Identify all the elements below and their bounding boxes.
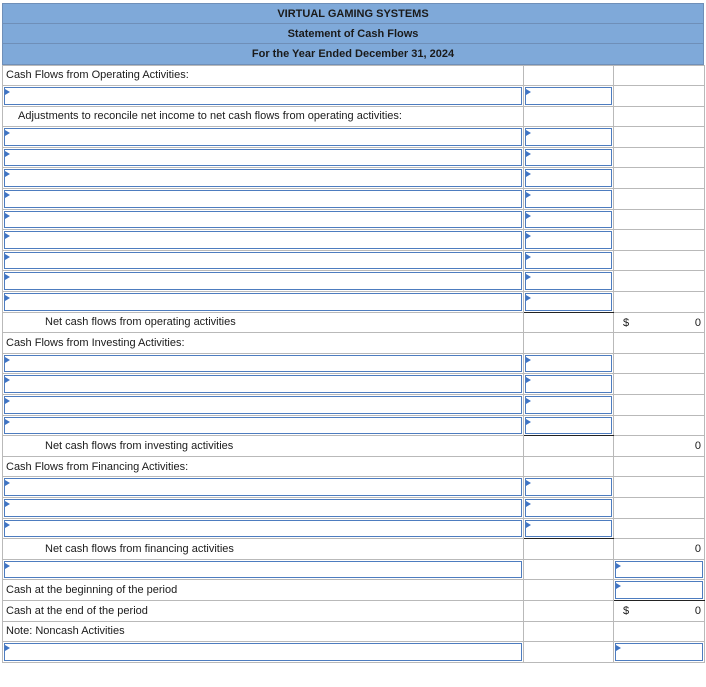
table-row xyxy=(3,580,705,601)
adjustment-amount-input[interactable] xyxy=(525,128,612,146)
financing-label-input[interactable] xyxy=(4,499,522,517)
statement-title: Statement of Cash Flows xyxy=(2,24,704,45)
adjustment-amount-input[interactable] xyxy=(525,272,612,290)
adjustment-amount-input[interactable] xyxy=(525,211,612,229)
table-row xyxy=(3,65,705,86)
statement-table xyxy=(2,65,705,663)
adjustment-amount-input[interactable] xyxy=(525,293,612,311)
net-change-label-input[interactable] xyxy=(4,561,522,579)
table-row xyxy=(3,106,705,127)
table-row xyxy=(3,415,705,436)
cash-beginning-input[interactable] xyxy=(615,581,703,599)
adjustment-label-input[interactable] xyxy=(4,272,522,290)
adjustment-amount-input[interactable] xyxy=(525,169,612,187)
company-name: VIRTUAL GAMING SYSTEMS xyxy=(2,3,704,24)
table-row xyxy=(3,312,705,333)
table-row xyxy=(3,518,705,539)
investing-amount-input[interactable] xyxy=(525,396,612,414)
statement-period: For the Year Ended December 31, 2024 xyxy=(2,44,704,65)
table-row xyxy=(3,147,705,168)
net-change-amount-input[interactable] xyxy=(615,561,703,579)
investing-amount-input[interactable] xyxy=(525,375,612,393)
adjustment-label-input[interactable] xyxy=(4,190,522,208)
table-row xyxy=(3,395,705,416)
table-row xyxy=(3,477,705,498)
adjustment-label-input[interactable] xyxy=(4,293,522,311)
financing-label-input[interactable] xyxy=(4,478,522,496)
table-row xyxy=(3,127,705,148)
financing-amount-input[interactable] xyxy=(525,499,612,517)
currency-symbol: $ xyxy=(623,604,630,617)
table-row xyxy=(3,600,705,621)
table-row xyxy=(3,168,705,189)
investing-amount-input[interactable] xyxy=(525,355,612,373)
investing-label-input[interactable] xyxy=(4,355,522,373)
investing-label-input[interactable] xyxy=(4,396,522,414)
net-financing-label: Net cash flows from financing activities xyxy=(3,539,524,560)
table-row xyxy=(3,209,705,230)
financing-amount-input[interactable] xyxy=(525,520,612,538)
financing-amount-input[interactable] xyxy=(525,478,612,496)
table-row xyxy=(3,189,705,210)
currency-symbol: $ xyxy=(623,316,630,329)
amount-input-cell[interactable] xyxy=(524,86,614,107)
table-row xyxy=(3,292,705,313)
adjustment-label-input[interactable] xyxy=(4,211,522,229)
net-investing-label: Net cash flows from investing activities xyxy=(3,436,524,457)
table-row xyxy=(3,539,705,560)
table-row xyxy=(3,621,705,642)
adjustment-amount-input[interactable] xyxy=(525,231,612,249)
operating-input-cell[interactable] xyxy=(3,86,524,107)
net-income-label-input[interactable] xyxy=(4,87,522,105)
adjustment-label-input[interactable] xyxy=(4,231,522,249)
net-financing-value: 0 xyxy=(694,543,701,556)
table-row xyxy=(3,559,705,580)
adjustment-label-input[interactable] xyxy=(4,252,522,270)
table-row xyxy=(3,333,705,354)
net-investing-value: 0 xyxy=(694,440,701,453)
net-operating-value: 0 xyxy=(694,316,701,329)
investing-label-input[interactable] xyxy=(4,417,522,435)
investing-section-title: Cash Flows from Investing Activities: xyxy=(3,333,524,354)
table-row xyxy=(3,230,705,251)
cash-end-label: Cash at the end of the period xyxy=(3,600,524,621)
noncash-label: Note: Noncash Activities xyxy=(3,621,524,642)
financing-label-input[interactable] xyxy=(4,520,522,538)
table-row xyxy=(3,436,705,457)
table-row xyxy=(3,250,705,271)
financing-section-title: Cash Flows from Financing Activities: xyxy=(3,456,524,477)
net-financing-total xyxy=(614,539,705,560)
adjustment-amount-input[interactable] xyxy=(525,252,612,270)
cash-flow-statement xyxy=(2,3,704,663)
operating-section-title: Cash Flows from Operating Activities: xyxy=(3,65,524,86)
adjustment-label-input[interactable] xyxy=(4,128,522,146)
table-row xyxy=(3,374,705,395)
net-operating-label: Net cash flows from operating activities xyxy=(3,312,524,333)
table-row xyxy=(3,456,705,477)
table-row xyxy=(3,497,705,518)
noncash-amount-input[interactable] xyxy=(615,643,703,661)
cash-beginning-label: Cash at the beginning of the period xyxy=(3,580,524,601)
table-row xyxy=(3,353,705,374)
adjustment-amount-input[interactable] xyxy=(525,190,612,208)
adjustment-label-input[interactable] xyxy=(4,149,522,167)
investing-amount-input[interactable] xyxy=(525,417,612,435)
adjustment-label-input[interactable] xyxy=(4,169,522,187)
net-operating-total xyxy=(614,312,705,333)
net-investing-total xyxy=(614,436,705,457)
cash-end-total xyxy=(614,600,705,621)
investing-label-input[interactable] xyxy=(4,375,522,393)
table-row xyxy=(3,271,705,292)
cash-end-value: 0 xyxy=(694,604,701,617)
adjustments-label: Adjustments to reconcile net income to net cash flows from operating activities: xyxy=(3,106,524,127)
table-row xyxy=(3,642,705,663)
table-row xyxy=(3,86,705,107)
net-income-amount-input[interactable] xyxy=(525,87,612,105)
noncash-label-input[interactable] xyxy=(4,643,522,661)
adjustment-amount-input[interactable] xyxy=(525,149,612,167)
